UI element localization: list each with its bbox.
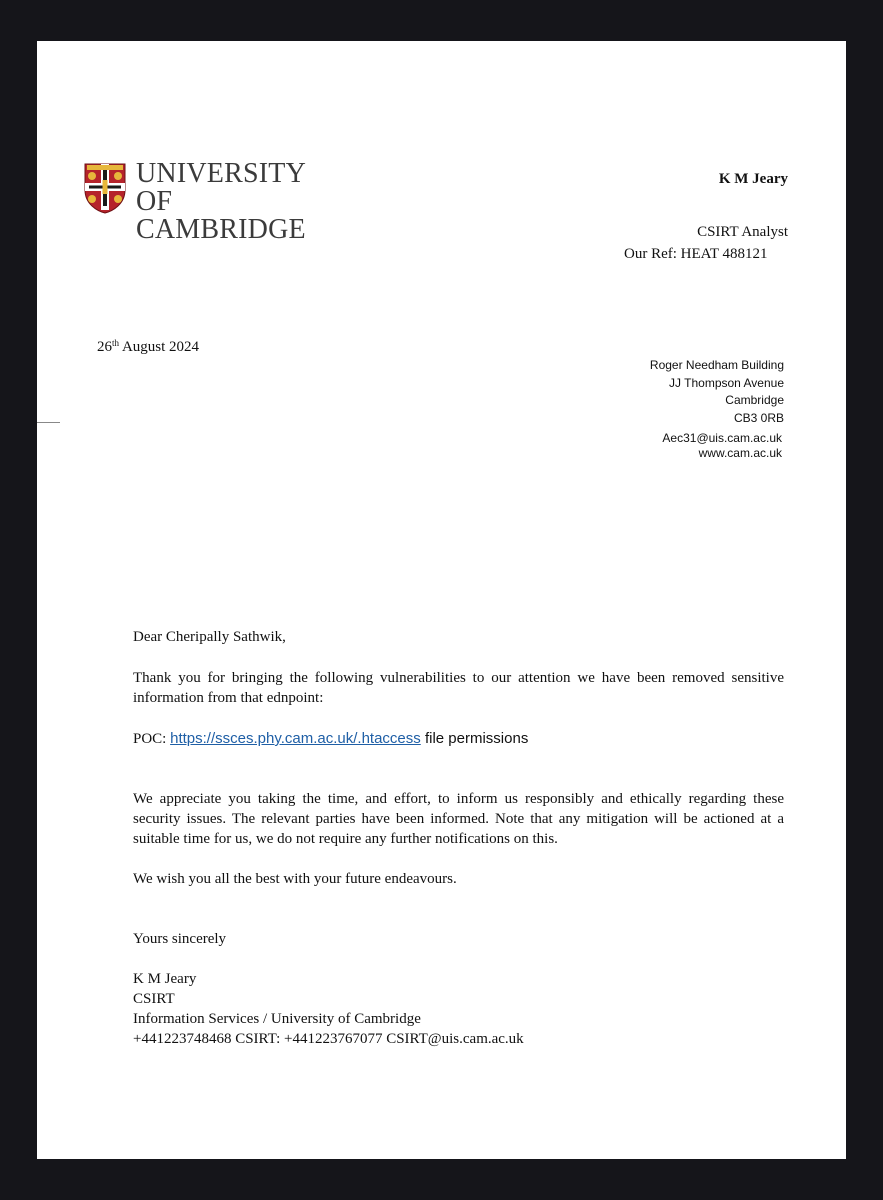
signature-name: K M Jeary	[133, 971, 197, 987]
contact-email: Aec31@uis.cam.ac.uk	[662, 431, 782, 445]
address-line-city: Cambridge	[725, 393, 784, 407]
sender-name: K M Jeary	[718, 171, 788, 187]
sender-address	[650, 357, 784, 427]
address-line-postcode: CB3 0RB	[733, 410, 784, 425]
reference-number: Our Ref: HEAT 488121	[624, 246, 768, 262]
address-line-street: JJ Thompson Avenue	[669, 375, 784, 390]
greeting: Dear Cheripally Sathwik,	[133, 629, 286, 645]
signature-block	[133, 969, 784, 1049]
sender-contact	[662, 431, 782, 461]
wordmark-line2: CAMBRIDGE	[136, 214, 306, 245]
signature-team: CSIRT	[133, 991, 175, 1007]
university-logo	[83, 158, 343, 245]
contact-website: www.cam.ac.uk	[698, 446, 782, 460]
letter-page	[37, 41, 846, 1159]
paragraph-wishes: We wish you all the best with your future endeavours.	[133, 871, 457, 887]
cambridge-crest-icon	[83, 162, 127, 214]
address-line-building: Roger Needham Building	[649, 358, 784, 372]
signature-org: Information Services / University of Cambridge	[133, 1011, 421, 1027]
paragraph-thanks: Thank you for bringing the following vulnerabilities to our attention we have been removed sensitive information from that ednpoint:	[133, 670, 784, 706]
sender-title: CSIRT Analyst	[697, 224, 788, 240]
university-wordmark	[136, 160, 343, 244]
date-day: 26	[97, 339, 112, 355]
letter-date	[97, 338, 199, 356]
date-rest: August 2024	[119, 339, 200, 355]
closing: Yours sincerely	[133, 931, 227, 947]
poc-label: POC:	[133, 731, 171, 747]
wordmark-line1: UNIVERSITY OF	[136, 158, 305, 217]
poc-link[interactable]: https://ssces.phy.cam.ac.uk/.htaccess	[170, 730, 421, 747]
poc-line	[133, 729, 784, 749]
poc-tail: file permissions	[420, 730, 529, 747]
signature-phones: +441223748468 CSIRT: +441223767077 CSIRT@uis.cam.ac.uk	[133, 1031, 524, 1047]
date-suffix: th	[112, 338, 120, 348]
fold-mark	[37, 422, 60, 423]
paragraph-appreciation: We appreciate you taking the time, and effort, to inform us responsibly and ethically regarding these security issues. The relevant parties have been informed. Note that any mitigation will be actioned at a suitable time for us, we do not require any further notifications on this.	[133, 791, 784, 847]
